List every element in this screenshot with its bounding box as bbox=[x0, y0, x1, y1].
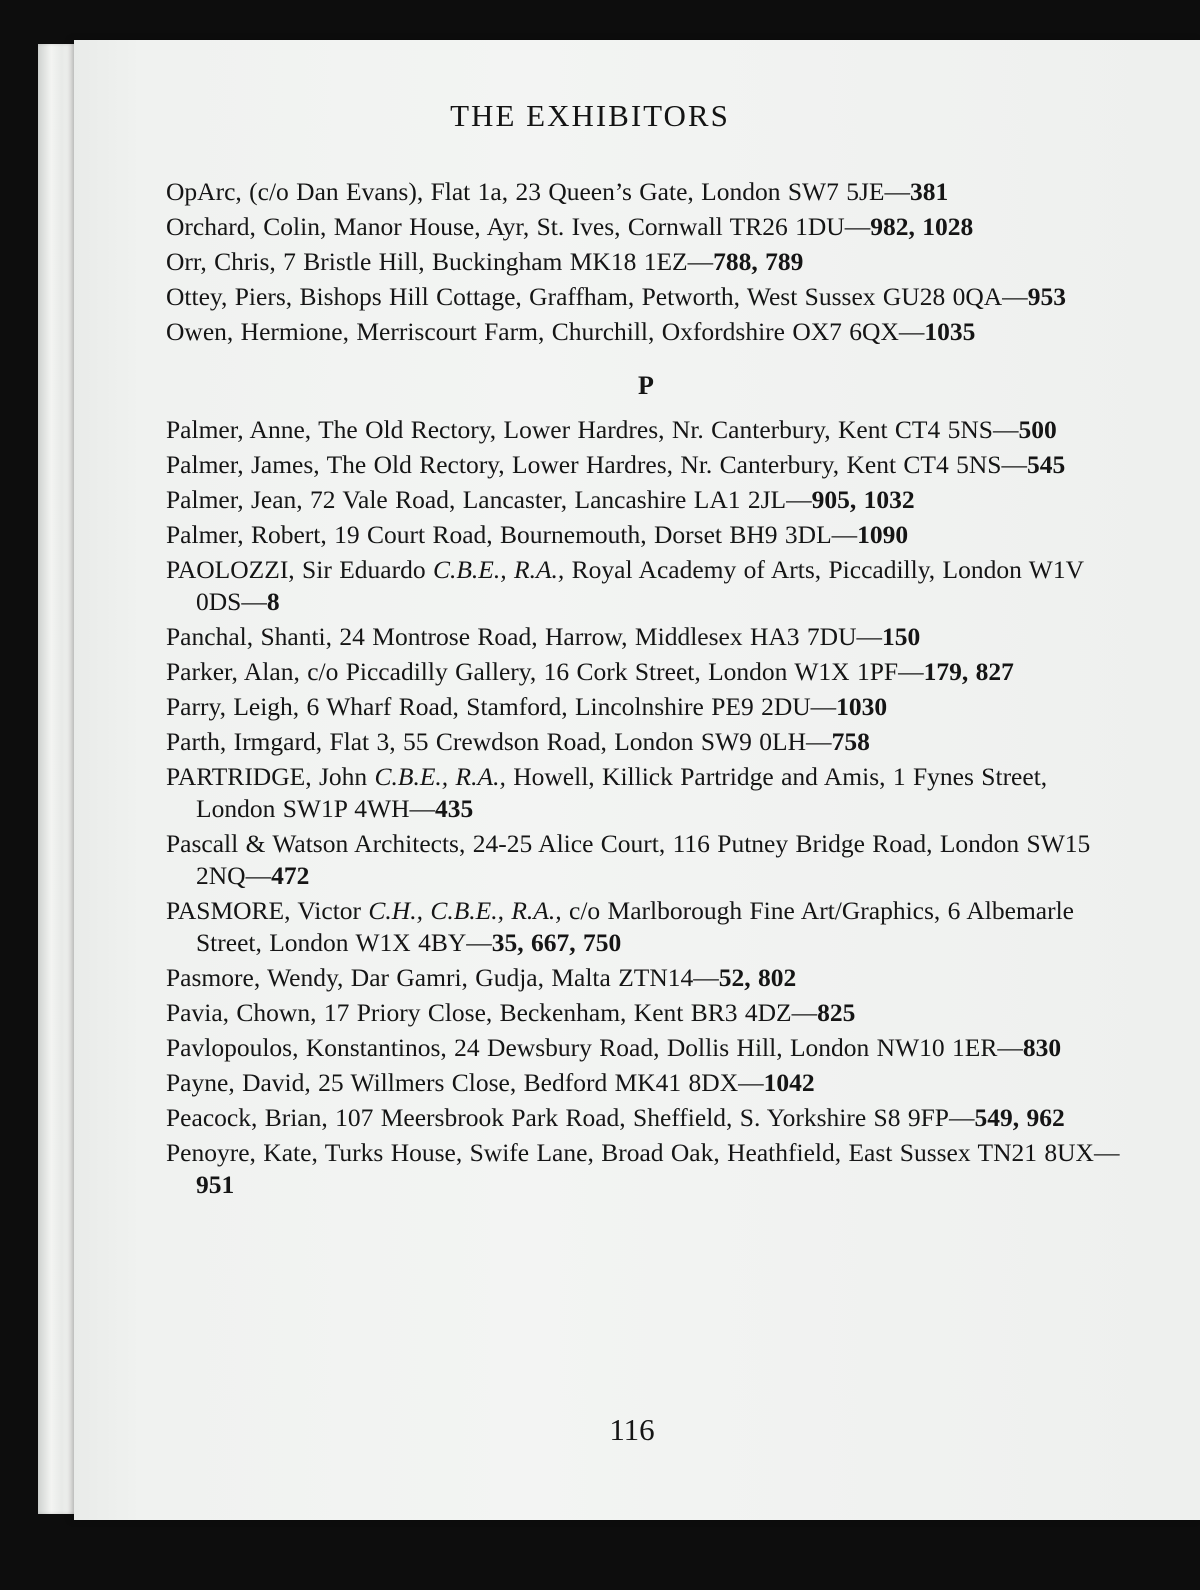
exhibitor-name: PARTRIDGE, John bbox=[166, 762, 375, 791]
exhibitor-entry bbox=[166, 1032, 1126, 1064]
exhibitor-address: Owen, Hermione, Merriscourt Farm, Churchill, Oxfordshire OX7 6QX— bbox=[166, 317, 925, 346]
catalogue-numbers: 1030 bbox=[836, 692, 888, 721]
exhibitor-entry bbox=[166, 895, 1126, 959]
exhibitor-entry bbox=[166, 997, 1126, 1029]
catalogue-numbers: 435 bbox=[435, 794, 474, 823]
exhibitor-address: Payne, David, 25 Willmers Close, Bedford MK41 8DX— bbox=[166, 1068, 764, 1097]
exhibitor-entry bbox=[166, 316, 1126, 348]
exhibitor-entry bbox=[166, 554, 1126, 618]
catalogue-numbers: 179, 827 bbox=[923, 657, 1014, 686]
exhibitor-address: Howell, Killick Partridge and Amis, 1 Fynes Street, London SW1P 4WH— bbox=[196, 762, 1048, 823]
entries-group-o bbox=[166, 176, 1126, 348]
exhibitor-address: Pascall & Watson Architects, 24-25 Alice Court, 116 Putney Bridge Road, London SW15 2NQ— bbox=[166, 829, 1091, 890]
exhibitor-address: Pavlopoulos, Konstantinos, 24 Dewsbury Road, Dollis Hill, London NW10 1ER— bbox=[166, 1033, 1023, 1062]
catalogue-numbers: 905, 1032 bbox=[811, 485, 915, 514]
exhibitor-address: Palmer, Anne, The Old Rectory, Lower Hardres, Nr. Canterbury, Kent CT4 5NS— bbox=[166, 415, 1019, 444]
exhibitor-address: Ottey, Piers, Bishops Hill Cottage, Graffham, Petworth, West Sussex GU28 0QA— bbox=[166, 282, 1028, 311]
exhibitor-entry bbox=[166, 621, 1126, 653]
exhibitor-address: Royal Academy of Arts, Piccadilly, London W1V 0DS— bbox=[196, 555, 1084, 616]
catalogue-numbers: 545 bbox=[1026, 450, 1066, 479]
catalogue-numbers: 150 bbox=[882, 622, 921, 651]
page-number: 116 bbox=[609, 1412, 655, 1447]
catalogue-numbers: 788, 789 bbox=[713, 247, 804, 276]
exhibitor-list bbox=[166, 176, 1126, 1204]
exhibitor-address: Palmer, James, The Old Rectory, Lower Hardres, Nr. Canterbury, Kent CT4 5NS— bbox=[166, 450, 1027, 479]
catalogue-numbers: 1090 bbox=[857, 520, 909, 549]
catalogue-numbers: 35, 667, 750 bbox=[491, 928, 622, 957]
exhibitor-honours: C.B.E., R.A., bbox=[432, 555, 565, 584]
exhibitor-address: Palmer, Jean, 72 Vale Road, Lancaster, Lancashire LA1 2JL— bbox=[166, 485, 812, 514]
exhibitor-entry bbox=[166, 1067, 1126, 1099]
exhibitor-name: PASMORE, Victor bbox=[166, 896, 369, 925]
catalogue-numbers: 8 bbox=[266, 587, 280, 616]
catalogue-numbers: 982, 1028 bbox=[870, 212, 974, 241]
catalogue-numbers: 472 bbox=[271, 861, 310, 890]
exhibitor-honours: C.H., C.B.E., R.A., bbox=[368, 896, 562, 925]
exhibitor-address: Orchard, Colin, Manor House, Ayr, St. Ives, Cornwall TR26 1DU— bbox=[166, 212, 871, 241]
exhibitor-entry bbox=[166, 761, 1126, 825]
exhibitor-address: Penoyre, Kate, Turks House, Swife Lane, Broad Oak, Heathfield, East Sussex TN21 8UX— bbox=[166, 1138, 1120, 1167]
exhibitor-entry bbox=[166, 828, 1126, 892]
exhibitor-entry bbox=[166, 414, 1126, 446]
catalogue-numbers: 52, 802 bbox=[718, 963, 797, 992]
exhibitor-address: Peacock, Brian, 107 Meersbrook Park Road, Sheffield, S. Yorkshire S8 9FP— bbox=[166, 1103, 975, 1132]
exhibitor-entry bbox=[166, 281, 1126, 313]
catalogue-numbers: 1035 bbox=[924, 317, 976, 346]
exhibitor-address: Panchal, Shanti, 24 Montrose Road, Harrow, Middlesex HA3 7DU— bbox=[166, 622, 882, 651]
catalogue-numbers: 951 bbox=[196, 1170, 235, 1199]
exhibitor-address: Palmer, Robert, 19 Court Road, Bournemouth, Dorset BH9 3DL— bbox=[166, 520, 858, 549]
exhibitor-entry bbox=[166, 962, 1126, 994]
exhibitor-entry bbox=[166, 484, 1126, 516]
exhibitor-address: Parry, Leigh, 6 Wharf Road, Stamford, Lincolnshire PE9 2DU— bbox=[166, 692, 837, 721]
exhibitor-address: Parth, Irmgard, Flat 3, 55 Crewdson Road, London SW9 0LH— bbox=[166, 727, 832, 756]
exhibitor-entry bbox=[166, 176, 1126, 208]
exhibitor-entry bbox=[166, 656, 1126, 688]
exhibitor-address: Pavia, Chown, 17 Priory Close, Beckenham, Kent BR3 4DZ— bbox=[166, 998, 818, 1027]
exhibitor-address: Orr, Chris, 7 Bristle Hill, Buckingham MK18 1EZ— bbox=[166, 247, 714, 276]
catalogue-numbers: 1042 bbox=[763, 1068, 815, 1097]
exhibitor-entry bbox=[166, 519, 1126, 551]
exhibitor-address: Parker, Alan, c/o Piccadilly Gallery, 16 Cork Street, London W1X 1PF— bbox=[166, 657, 924, 686]
exhibitor-address: Pasmore, Wendy, Dar Gamri, Gudja, Malta ZTN14— bbox=[166, 963, 719, 992]
exhibitor-name: PAOLOZZI, Sir Eduardo bbox=[166, 555, 433, 584]
catalogue-numbers: 758 bbox=[831, 727, 870, 756]
exhibitor-entry bbox=[166, 691, 1126, 723]
exhibitor-entry bbox=[166, 246, 1126, 278]
section-letter: P bbox=[638, 371, 654, 400]
exhibitor-address: c/o Marlborough Fine Art/Graphics, 6 Albemarle Street, London W1X 4BY— bbox=[196, 896, 1074, 957]
catalogue-numbers: 953 bbox=[1027, 282, 1066, 311]
exhibitor-entry bbox=[166, 449, 1126, 481]
catalogue-numbers: 549, 962 bbox=[974, 1103, 1065, 1132]
catalogue-numbers: 830 bbox=[1022, 1033, 1062, 1062]
catalogue-numbers: 825 bbox=[817, 998, 856, 1027]
exhibitor-entry bbox=[166, 1137, 1126, 1201]
catalogue-numbers: 381 bbox=[909, 177, 949, 206]
exhibitor-entry bbox=[166, 211, 1126, 243]
entries-group-p bbox=[166, 414, 1126, 1201]
exhibitor-entry bbox=[166, 1102, 1126, 1134]
running-head: THE EXHIBITORS bbox=[450, 98, 730, 133]
exhibitor-honours: C.B.E., R.A., bbox=[374, 762, 506, 791]
exhibitor-entry bbox=[166, 726, 1126, 758]
catalogue-numbers: 500 bbox=[1018, 415, 1057, 444]
exhibitor-address: OpArc, (c/o Dan Evans), Flat 1a, 23 Queen’s Gate, London SW7 5JE— bbox=[166, 177, 910, 206]
